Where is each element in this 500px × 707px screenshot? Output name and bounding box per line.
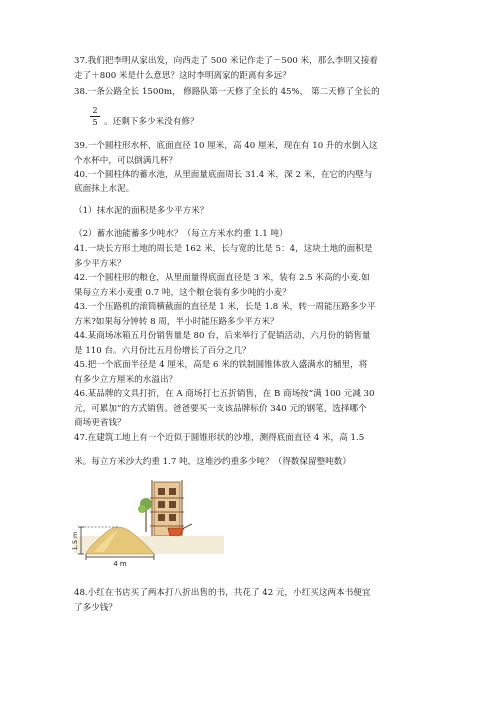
- q41-line-1: 41.一块长方形土地的周长是 162 米，长与宽的比是 5：4，这块土地的面积是: [74, 244, 373, 254]
- q39-line-2: 个水杯中，可以倒满几杯？: [74, 156, 178, 166]
- q46-line-2: 元，可累加”的方式销售。爸爸要买一支该品牌标价 340 元的钢笔，选择哪个: [74, 404, 367, 414]
- q43-line-1: 43.一个压路机的滚筒横截面的直径是 1 米，长是 1.8 米，转一周能压路多少平: [74, 302, 376, 312]
- tree: [138, 498, 152, 532]
- q48-line-2: 了多少钱？: [74, 603, 117, 613]
- q41-line-2: 多少平方米？: [74, 259, 126, 269]
- q47-line-1: 47.在建筑工地上有一个近似于圆锥形状的沙堆，测得底面直径 4 米，高 1.5: [74, 433, 365, 443]
- fraction-bar: [90, 116, 100, 117]
- q46-line-1: 46.某品牌的文具打折，在 A 商场打七五折销售，在 B 商场按“满 100 元减 30: [74, 389, 375, 399]
- q38-line-1: 38.一条公路全长 1500m， 修路队第一天修了全长的 45%， 第二天修了全长的: [74, 87, 380, 97]
- q46-line-3: 商场更省钱？: [74, 418, 126, 428]
- fraction-numerator: 2: [92, 106, 98, 115]
- q45-line-2: 有多少立方厘米的水溢出？: [74, 375, 178, 385]
- fraction-denominator: 5: [92, 118, 98, 127]
- q37-line-2: 走了＋800 米是什么意思？这时李明离家的距离有多远？: [74, 71, 291, 81]
- q40-line-2: 底面抹上水泥。: [74, 184, 135, 194]
- q40-part-2: （2）蓄水池能蓄多少吨水？（每立方米水约重 1.1 吨）: [74, 229, 288, 239]
- q47-line-2: 米。每立方米沙大约重 1.7 吨，这堆沙约重多少吨？（得数保留整吨数）: [74, 457, 351, 467]
- sand-pile-figure: [71, 474, 224, 570]
- q45-line-1: 45.把一个底面半径是 4 厘米，高是 6 米的铁制圆锥体放入盛满水的桶里，将: [74, 360, 368, 370]
- q40-line-1: 40.一个圆柱体的蓄水池，从里面量底面周长 31.4 米，深 2 米，在它的内壁与: [74, 170, 373, 180]
- q38-line-2: 。还剩下多少米没有修？: [104, 117, 199, 127]
- q40-part-1: （1）抹水泥的面积是多少平方米？: [74, 206, 209, 216]
- diameter-label: 4 m: [113, 560, 127, 568]
- sand-pile-illustration: [71, 474, 224, 570]
- q39-line-1: 39.一个圆柱形水杯，底面直径 10 厘米，高 40 厘米，现在有 10 升的水倒入这: [74, 141, 378, 151]
- q42-line-1: 42.一个圆柱形的粮仓，从里面量得底面直径是 3 米，装有 2.5 米高的小麦.如: [74, 273, 370, 283]
- height-label: 1.5 m: [71, 531, 79, 551]
- q42-line-2: 果每立方米小麦重 0.7 吨，这个粮仓装有多少吨的小麦？: [74, 288, 291, 298]
- q37-line-1: 37.我们把李明从家出发，向西走了 500 米记作走了－500 米，那么李明又接着: [74, 56, 378, 66]
- q44-line-1: 44.某商场冰箱五月份销售量是 80 台，后来举行了促销活动，六月份的销售量: [74, 331, 371, 341]
- q43-line-2: 方米?如果每分钟转 8 周，半小时能压路多少平方米？: [74, 317, 279, 327]
- q38-fraction: [90, 106, 100, 127]
- q44-line-2: 是 110 台。六月份比五月份增长了百分之几？: [74, 346, 251, 356]
- q48-line-1: 48.小红在书店买了两本打八折出售的书，共花了 42 元，小红买这两本书便宜: [74, 588, 371, 598]
